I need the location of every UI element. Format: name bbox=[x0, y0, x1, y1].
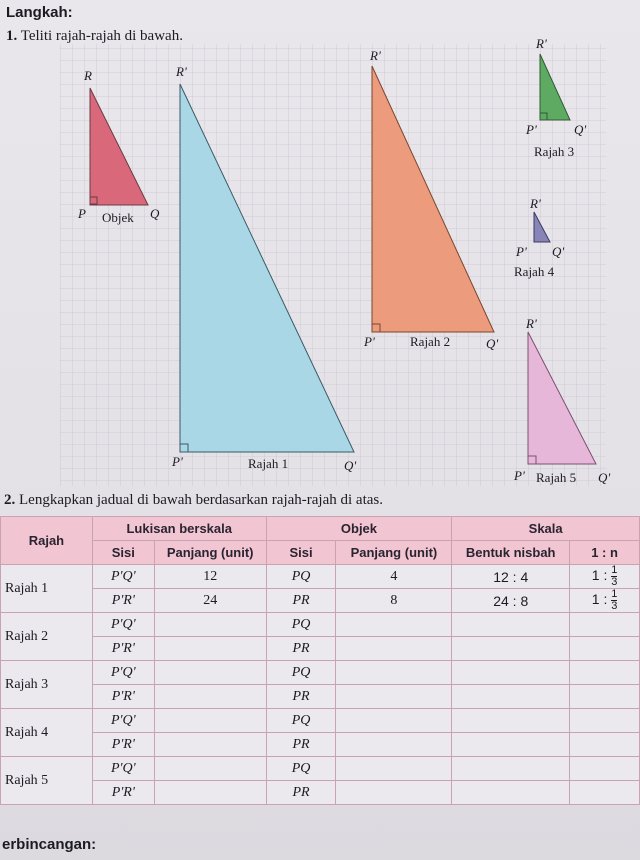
header-panjang: Panjang (unit) bbox=[154, 541, 266, 565]
scale-value[interactable] bbox=[570, 565, 640, 589]
objek-vertex-q: Q bbox=[150, 206, 160, 221]
side-image: P'Q' bbox=[92, 709, 154, 733]
ratio-form[interactable] bbox=[452, 733, 570, 757]
ratio-form[interactable] bbox=[452, 757, 570, 781]
header-bentuk-nisbah: Bentuk nisbah bbox=[452, 541, 570, 565]
scale-value[interactable] bbox=[570, 685, 640, 709]
scale-value[interactable] bbox=[570, 781, 640, 805]
side-image: P'R' bbox=[92, 589, 154, 613]
side-image: P'Q' bbox=[92, 757, 154, 781]
side-object: PQ bbox=[266, 661, 336, 685]
length-object[interactable] bbox=[336, 685, 452, 709]
length-object[interactable] bbox=[336, 637, 452, 661]
rajah-2-caption: Rajah 2 bbox=[410, 334, 451, 349]
length-image[interactable] bbox=[154, 685, 266, 709]
header-panjang-objek: Panjang (unit) bbox=[336, 541, 452, 565]
objek-vertex-r: R bbox=[84, 68, 92, 83]
side-object: PR bbox=[266, 781, 336, 805]
scale-prefix: 1 : bbox=[591, 567, 608, 584]
side-object: PR bbox=[266, 637, 336, 661]
scale-numerator: 1 bbox=[611, 588, 618, 600]
step-1-number: 1. bbox=[6, 28, 18, 44]
header-objek: Objek bbox=[266, 517, 452, 541]
length-object[interactable]: 8 bbox=[336, 589, 452, 613]
scale-prefix: 1 : bbox=[591, 591, 608, 608]
scale-value[interactable] bbox=[570, 637, 640, 661]
header-skala-1-n: 1 : n bbox=[570, 541, 640, 565]
remaining-rows bbox=[1, 613, 640, 805]
row-name: Rajah 3 bbox=[1, 661, 93, 709]
rajah-5-vertex-r: R' bbox=[526, 316, 537, 331]
header-lukisan-berskala: Lukisan berskala bbox=[92, 517, 266, 541]
scale-fraction bbox=[611, 565, 617, 588]
table-row bbox=[1, 661, 640, 685]
side-object: PR bbox=[266, 589, 336, 613]
length-image[interactable] bbox=[154, 733, 266, 757]
length-image[interactable]: 12 bbox=[154, 565, 266, 589]
rajah-3-caption: Rajah 3 bbox=[534, 144, 575, 159]
row-name: Rajah 4 bbox=[1, 709, 93, 757]
length-image[interactable] bbox=[154, 613, 266, 637]
side-image: P'R' bbox=[92, 637, 154, 661]
side-image: P'R' bbox=[92, 781, 154, 805]
scale-value[interactable] bbox=[570, 589, 640, 613]
table-row bbox=[1, 613, 640, 637]
scale-fraction bbox=[611, 589, 617, 612]
table-row bbox=[1, 685, 640, 709]
rajah-1-caption: Rajah 1 bbox=[248, 456, 289, 471]
side-object: PQ bbox=[266, 565, 336, 589]
footer-perbincangan: erbincangan: bbox=[2, 836, 97, 853]
length-image[interactable]: 24 bbox=[154, 589, 266, 613]
length-image[interactable] bbox=[154, 637, 266, 661]
scale-denominator: 3 bbox=[611, 576, 618, 588]
scale-value[interactable] bbox=[570, 757, 640, 781]
header-skala: Skala bbox=[452, 517, 640, 541]
length-image[interactable] bbox=[154, 661, 266, 685]
step-2-text: Lengkapkan jadual di bawah berdasarkan rajah-rajah di atas. bbox=[19, 492, 383, 508]
table-row bbox=[1, 757, 640, 781]
scale-numerator: 1 bbox=[611, 564, 618, 576]
scale-table-wrapper bbox=[0, 516, 640, 834]
side-image: P'Q' bbox=[92, 565, 154, 589]
rajah-5-caption: Rajah 5 bbox=[536, 470, 577, 485]
length-image[interactable] bbox=[154, 781, 266, 805]
table-row bbox=[1, 709, 640, 733]
length-object[interactable] bbox=[336, 709, 452, 733]
rajah-4-caption: Rajah 4 bbox=[514, 264, 555, 279]
heading: Langkah: bbox=[6, 4, 73, 21]
scale-table bbox=[0, 516, 640, 805]
ratio-form[interactable]: 12 : 4 bbox=[452, 565, 570, 589]
ratio-form[interactable] bbox=[452, 613, 570, 637]
side-object: PR bbox=[266, 733, 336, 757]
rajah-4-vertex-r: R' bbox=[530, 196, 541, 211]
step-2-instruction bbox=[4, 492, 383, 509]
scale-value[interactable] bbox=[570, 709, 640, 733]
length-image[interactable] bbox=[154, 709, 266, 733]
header-sisi-objek: Sisi bbox=[266, 541, 336, 565]
rajah-5-vertex-q: Q' bbox=[598, 470, 611, 485]
side-image: P'Q' bbox=[92, 613, 154, 637]
side-image: P'R' bbox=[92, 685, 154, 709]
ratio-form[interactable]: 24 : 8 bbox=[452, 589, 570, 613]
scale-value[interactable] bbox=[570, 661, 640, 685]
objek-caption: Objek bbox=[102, 210, 134, 225]
row-name: Rajah 2 bbox=[1, 613, 93, 661]
length-object[interactable] bbox=[336, 613, 452, 637]
side-image: P'R' bbox=[92, 733, 154, 757]
ratio-form[interactable] bbox=[452, 685, 570, 709]
rajah-1-vertex-q: Q' bbox=[344, 458, 357, 473]
ratio-form[interactable] bbox=[452, 637, 570, 661]
table-row bbox=[1, 637, 640, 661]
side-object: PQ bbox=[266, 757, 336, 781]
length-image[interactable] bbox=[154, 757, 266, 781]
side-object: PQ bbox=[266, 709, 336, 733]
step-1-text: Teliti rajah-rajah di bawah. bbox=[20, 28, 183, 44]
side-image: P'Q' bbox=[92, 661, 154, 685]
table-row bbox=[1, 565, 640, 589]
objek-vertex-p: P bbox=[78, 206, 86, 221]
scale-value[interactable] bbox=[570, 613, 640, 637]
table-row bbox=[1, 781, 640, 805]
length-object[interactable] bbox=[336, 661, 452, 685]
side-object: PR bbox=[266, 685, 336, 709]
ratio-form[interactable] bbox=[452, 709, 570, 733]
rajah-4-vertex-q: Q' bbox=[552, 244, 565, 259]
rajah-2-vertex-r: R' bbox=[370, 48, 381, 63]
row-name: Rajah 5 bbox=[1, 757, 93, 805]
rajah-1-vertex-p: P' bbox=[172, 454, 183, 469]
step-2-number: 2. bbox=[4, 492, 16, 508]
length-object[interactable]: 4 bbox=[336, 565, 452, 589]
rajah-4-vertex-p: P' bbox=[516, 244, 527, 259]
rajah-3-vertex-p: P' bbox=[526, 122, 537, 137]
side-object: PQ bbox=[266, 613, 336, 637]
rajah-2-vertex-q: Q' bbox=[486, 336, 499, 351]
header-sisi: Sisi bbox=[92, 541, 154, 565]
rajah-2-vertex-p: P' bbox=[364, 334, 375, 349]
row-name: Rajah 1 bbox=[1, 565, 93, 613]
rajah-5-vertex-p: P' bbox=[514, 468, 525, 483]
ratio-form[interactable] bbox=[452, 661, 570, 685]
scale-denominator: 3 bbox=[611, 600, 618, 612]
table-row bbox=[1, 589, 640, 613]
table-row bbox=[1, 733, 640, 757]
rajah-3-vertex-r: R' bbox=[536, 36, 547, 51]
length-object[interactable] bbox=[336, 733, 452, 757]
length-object[interactable] bbox=[336, 757, 452, 781]
header-rajah: Rajah bbox=[1, 517, 93, 565]
scale-value[interactable] bbox=[570, 733, 640, 757]
rajah-3-vertex-q: Q' bbox=[574, 122, 587, 137]
length-object[interactable] bbox=[336, 781, 452, 805]
ratio-form[interactable] bbox=[452, 781, 570, 805]
rajah-1-vertex-r: R' bbox=[176, 64, 187, 79]
